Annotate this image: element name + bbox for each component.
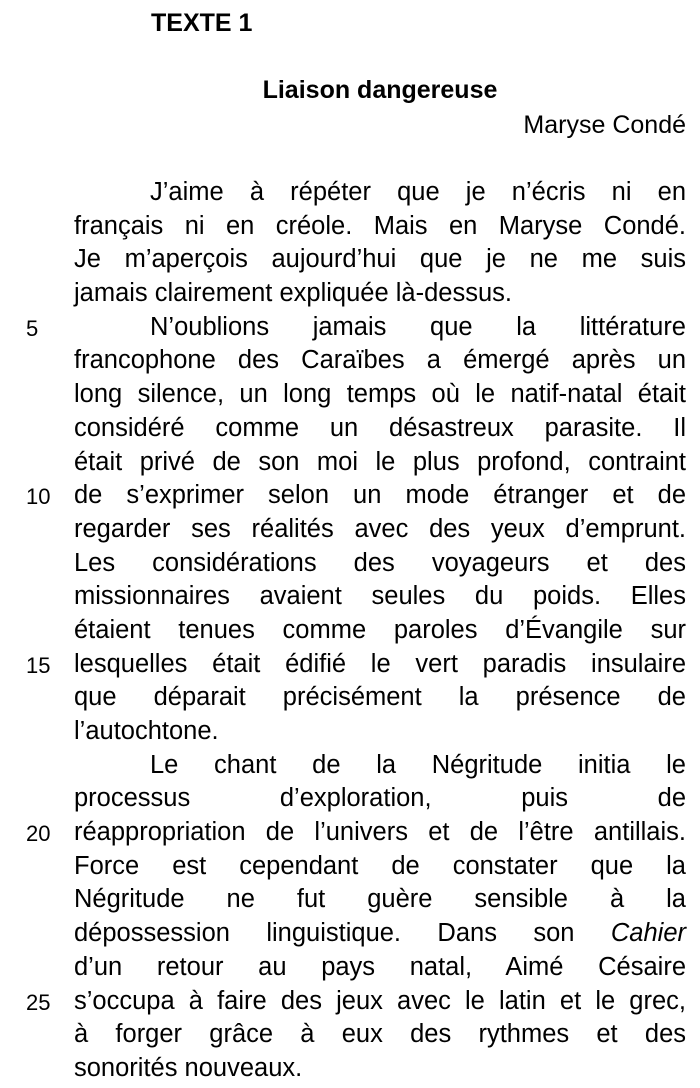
text-line: 25 s’occupa à faire des jeux avec le latin et le grec,: [74, 985, 686, 1019]
text-title: Liaison dangereuse: [262, 76, 498, 104]
line-number: 25: [26, 989, 51, 1015]
text-line: Force est cependant de constater que la: [74, 851, 686, 880]
text-line: Je m’aperçois aujourd’hui que je ne me suis: [74, 245, 686, 274]
line-number: 20: [26, 821, 51, 847]
text-line: 5 N’oublions jamais que la littérature: [74, 311, 686, 345]
text-line: sonorités nouveaux.: [74, 1053, 303, 1082]
text-line: français ni en créole. Mais en Maryse Condé.: [74, 211, 686, 240]
text-line: Négritude ne fut guère sensible à la: [74, 885, 686, 914]
text-line: que déparait précisément la présence de: [74, 683, 686, 712]
text-line: dépossession linguistique. Dans son Cahier: [74, 919, 686, 948]
text-line: J’aime à répéter que je n’écris ni en: [150, 178, 686, 206]
line-number: 10: [26, 484, 51, 510]
text-body: [26, 176, 686, 1086]
text-line: 10 de s’exprimer selon un mode étranger et de: [74, 479, 686, 513]
text-line: processus d’exploration, puis de: [74, 784, 686, 813]
text-line: jamais clairement expliquée là-dessus.: [74, 279, 512, 308]
text-line: 20 réappropriation de l’univers et de l’être antillais.: [74, 816, 686, 850]
text-line: était privé de son moi le plus profond, contraint: [74, 447, 686, 476]
text-author: Maryse Condé: [523, 111, 686, 139]
text-line: à forger grâce à eux des rythmes et des: [74, 1020, 686, 1049]
text-line: regarder ses réalités avec des yeux d’emprunt.: [74, 514, 686, 543]
text-line: d’un retour au pays natal, Aimé Césaire: [74, 952, 686, 981]
text-line: long silence, un long temps où le natif-natal était: [74, 380, 686, 409]
text-heading: TEXTE 1: [151, 9, 253, 37]
line-number: 5: [26, 315, 39, 341]
line-number: 15: [26, 652, 51, 678]
text-line: 15 lesquelles était édifié le vert paradis insulaire: [74, 648, 686, 682]
text-line: l’autochtone.: [74, 717, 219, 745]
text-line: étaient tenues comme paroles d’Évangile sur: [74, 615, 686, 644]
text-line: francophone des Caraïbes a émergé après un: [74, 346, 686, 375]
text-line: Les considérations des voyageurs et des: [74, 548, 686, 577]
text-line: Le chant de la Négritude initia le: [150, 750, 686, 779]
text-line: missionnaires avaient seules du poids. Elles: [74, 582, 686, 611]
text-line: considéré comme un désastreux parasite. Il: [74, 413, 686, 442]
